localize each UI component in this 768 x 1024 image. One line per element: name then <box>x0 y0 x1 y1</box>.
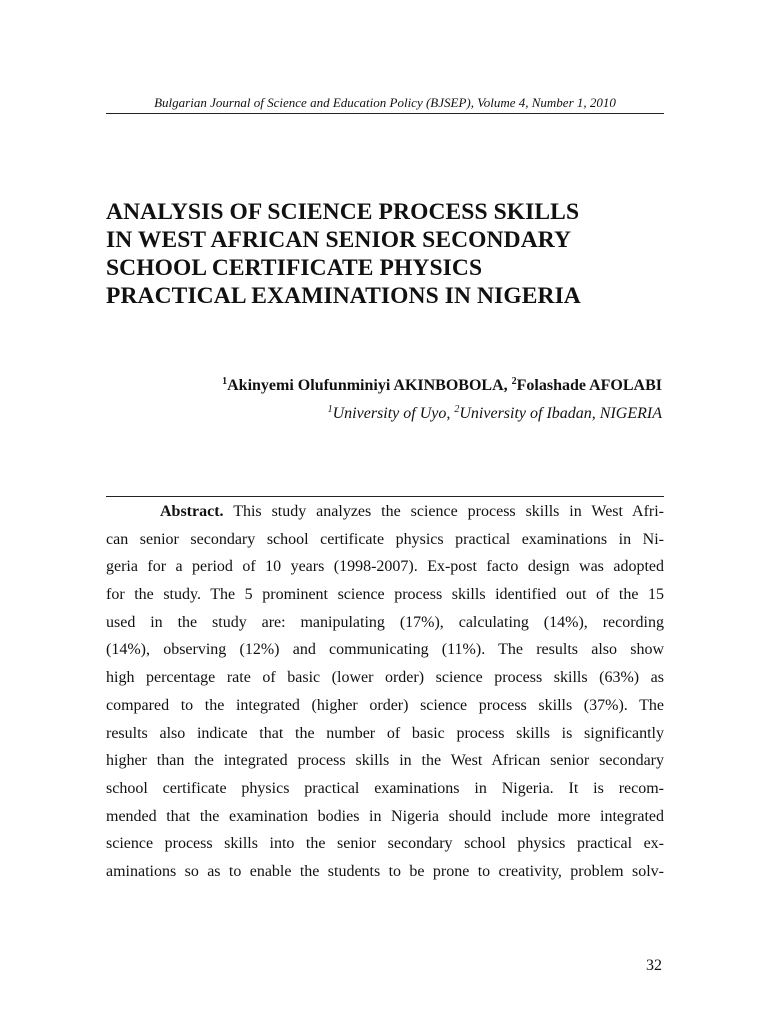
author-2-superscript: 2 <box>511 376 517 387</box>
affiliation-1-superscript: 1 <box>327 404 333 415</box>
abstract-label: Abstract. <box>160 503 224 520</box>
abstract-line: used in the study are: manipulating (17%), calculating (14%), recording <box>106 613 664 631</box>
abstract-rule <box>106 496 664 497</box>
title-line: IN WEST AFRICAN SENIOR SECONDARY <box>106 227 572 253</box>
author-2-name: Folashade AFOLABI <box>516 377 662 394</box>
author-1-superscript: 1 <box>222 376 228 387</box>
abstract-line: compared to the integrated (higher order) science process skills (37%). The <box>106 696 664 714</box>
author-1-name: Akinyemi Olufunminiyi AKINBOBOLA, <box>227 377 512 394</box>
abstract-line: results also indicate that the number of basic process skills is significantly <box>106 724 664 742</box>
running-header: Bulgarian Journal of Science and Education Policy (BJSEP), Volume 4, Number 1, 2010 <box>154 95 616 110</box>
title-line: SCHOOL CERTIFICATE PHYSICS <box>106 255 483 281</box>
paper-title <box>106 198 666 310</box>
affiliation-2-name: University of Ibadan, NIGERIA <box>459 405 662 422</box>
abstract-line: higher than the integrated process skills in the West African senior secondary <box>106 752 664 770</box>
abstract-line: aminations so as to enable the students to be prone to creativity, problem solv- <box>106 862 664 880</box>
abstract-line: geria for a period of 10 years (1998-2007). Ex-post facto design was adopted <box>106 558 664 576</box>
abstract-line: high percentage rate of basic (lower order) science process skills (63%) as <box>106 669 664 687</box>
affiliation-1-name: University of Uyo, <box>332 405 455 422</box>
abstract-line <box>106 498 664 526</box>
abstract-line: mended that the examination bodies in Nigeria should include more integrated <box>106 807 664 825</box>
abstract-line: (14%), observing (12%) and communicating (11%). The results also show <box>106 641 664 659</box>
title-line: ANALYSIS OF SCIENCE PROCESS SKILLS <box>106 199 580 225</box>
author-list <box>222 376 662 396</box>
abstract-line: for the study. The 5 prominent science process skills identified out of the 15 <box>106 586 664 604</box>
abstract-line: science process skills into the senior secondary school physics practical ex- <box>106 835 664 853</box>
title-line: PRACTICAL EXAMINATIONS IN NIGERIA <box>106 283 581 309</box>
abstract-line: school certificate physics practical examinations in Nigeria. It is recom- <box>106 779 664 797</box>
affiliation-list <box>328 404 662 424</box>
page-number: 32 <box>646 957 662 974</box>
abstract-line: can senior secondary school certificate physics practical examinations in Ni- <box>106 530 664 548</box>
header-rule <box>106 113 664 114</box>
affiliation-2-superscript: 2 <box>454 404 460 415</box>
abstract-block <box>106 498 664 886</box>
abstract-first-line-text: This study analyzes the science process skills in West Afri- <box>223 503 664 520</box>
